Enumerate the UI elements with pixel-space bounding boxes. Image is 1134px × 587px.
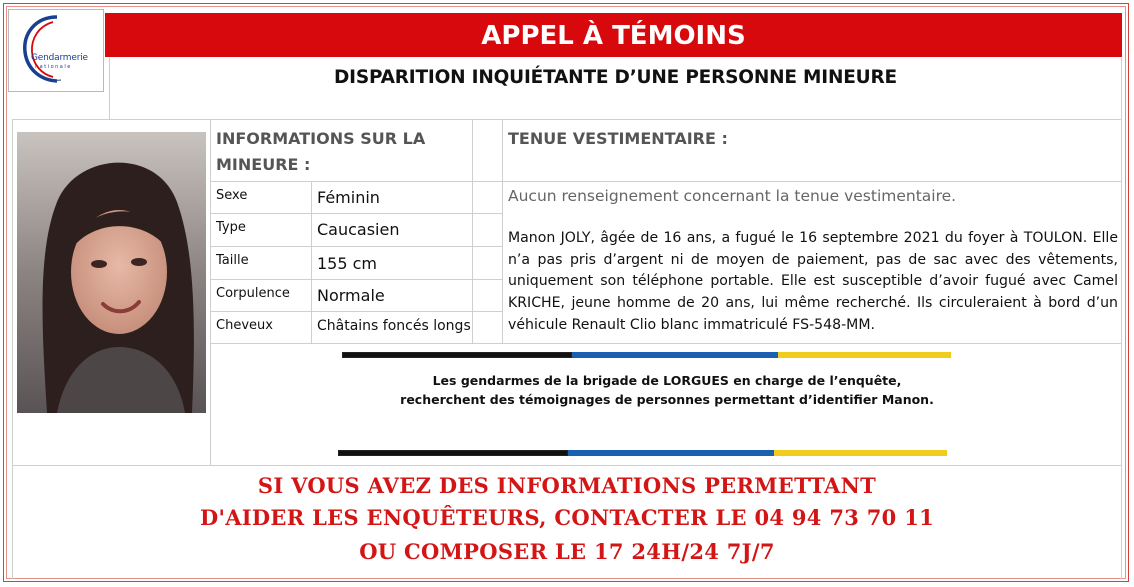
row-label-corpulence: Corpulence	[216, 286, 290, 301]
logo-line1: Gendarmerie	[31, 53, 88, 63]
tricolor-stripe-bottom	[338, 450, 947, 456]
stripe-yellow	[774, 450, 947, 456]
cta-line3: OU COMPOSER LE 17 24H/24 7J/7	[359, 539, 775, 564]
divider	[210, 311, 502, 312]
disappearance-description: Manon JOLY, âgée de 16 ans, a fugué le 16 septembre 2021 du foyer à TOULON. Elle n’a pas pris d’argent ni de moyen de paiement, pas de sac avec des vêtements, uniquement son téléphone portable. Elle est susceptible d’avoir fugué avec Camel KRICHE, jeune homme de 20 ans, lui même recherché. Ils circuleraient à bord d’un véhicule Renault Clio blanc immatriculé FS-548-MM.	[508, 230, 1118, 333]
row-value-type: Caucasien	[317, 220, 400, 239]
logo-line2: nationale	[35, 64, 72, 70]
info-heading	[216, 126, 466, 178]
banner-title: APPEL À TÉMOINS	[105, 13, 1122, 57]
divider	[210, 246, 502, 247]
info-heading-line2: MINEURE :	[216, 155, 311, 174]
gendarmerie-emblem-icon	[19, 14, 89, 84]
missing-person-photo	[17, 132, 206, 413]
divider	[210, 343, 1122, 344]
stripe-yellow	[778, 352, 951, 358]
row-label-taille: Taille	[216, 253, 249, 268]
divider	[311, 181, 312, 343]
cta-line1: SI VOUS AVEZ DES INFORMATIONS PERMETTANT	[257, 473, 877, 498]
divider	[210, 181, 1122, 182]
stripe-blue	[568, 450, 774, 456]
row-value-sexe: Féminin	[317, 188, 380, 207]
tricolor-stripe-top	[342, 352, 951, 358]
subtitle-row	[109, 58, 1122, 119]
tenue-heading: TENUE VESTIMENTAIRE :	[508, 129, 728, 148]
row-value-corpulence: Normale	[317, 286, 385, 305]
divider	[210, 213, 502, 214]
page-subtitle: DISPARITION INQUIÉTANTE D’UNE PERSONNE MINEURE	[334, 67, 897, 88]
tenue-text: Aucun renseignement concernant la tenue vestimentaire.	[508, 187, 957, 205]
row-label-sexe: Sexe	[216, 188, 248, 203]
stripe-black	[338, 450, 568, 456]
divider	[12, 465, 1122, 466]
divider	[502, 119, 503, 343]
divider	[12, 119, 1122, 120]
row-label-type: Type	[216, 220, 246, 235]
cta-line2: D'AIDER LES ENQUÊTEURS, CONTACTER LE 04 94 73 70 11	[199, 505, 935, 530]
stripe-blue	[572, 352, 778, 358]
divider	[210, 119, 211, 465]
info-heading-line1: INFORMATIONS SUR LA	[216, 129, 426, 148]
divider	[472, 119, 473, 343]
row-value-taille: 155 cm	[317, 254, 378, 273]
gendarmerie-logo	[8, 9, 104, 92]
row-value-cheveux: Châtains foncés longs	[317, 318, 471, 334]
row-label-cheveux: Cheveux	[216, 318, 273, 333]
divider	[210, 279, 502, 280]
stripe-black	[342, 352, 572, 358]
portrait-illustration	[17, 132, 206, 413]
appeal-line1: Les gendarmes de la brigade de LORGUES en charge de l’enquête,	[432, 373, 902, 388]
appeal-line2: recherchent des témoignages de personnes permettant d’identifier Manon.	[400, 392, 934, 407]
